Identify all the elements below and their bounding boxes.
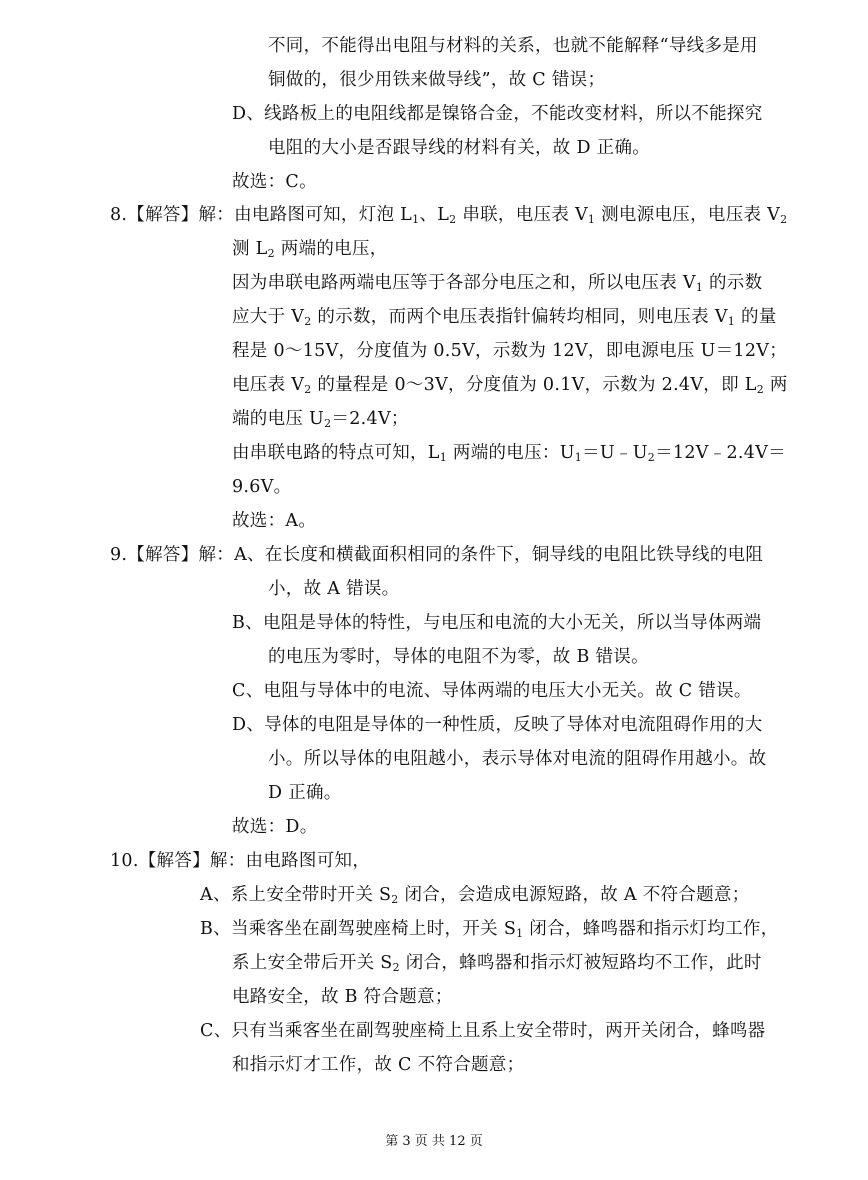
text-line: 故选：A。	[232, 511, 317, 531]
text-line: D、导体的电阻是导体的一种性质，反映了导体对电流阻碍作用的大	[232, 715, 763, 735]
text-line: D 正确。	[268, 783, 342, 803]
text-line: 端的电压 $U_2=2.4V$；	[232, 409, 409, 430]
text-line: 9.6V。	[232, 477, 292, 497]
text-line: 小，故 A 错误。	[268, 579, 400, 599]
text-line: 不同，不能得出电阻与材料的关系，也就不能解释“导线多是用	[268, 36, 758, 56]
text-line: D、线路板上的电阻线都是镍铬合金，不能改变材料，所以不能探究	[232, 104, 763, 124]
question-8-heading: 8.【解答】解：由电路图可知，灯泡 $L_1$、$L_2$ 串联，电压表 $V_1$ 测电源电压，电压表 $V_2$	[110, 205, 788, 226]
text-line: A、系上安全带时开关 $S_2$ 闭合，会造成电源短路，故 A 不符合题意；	[200, 885, 750, 906]
text-line: 系上安全带后开关 $S_2$ 闭合，蜂鸣器和指示灯被短路均不工作，此时	[232, 953, 762, 974]
text-line: 电路安全，故 B 符合题意；	[232, 987, 453, 1007]
text-line: 测 $L_2$ 两端的电压，	[232, 239, 388, 260]
question-9-heading: 9.【解答】解：A、在长度和横截面积相同的条件下，铜导线的电阻比铁导线的电阻	[110, 545, 764, 565]
text-line: 电阻的大小是否跟导线的材料有关，故 D 正确。	[268, 138, 651, 158]
text-line: 和指示灯才工作，故 C 不符合题意；	[232, 1055, 525, 1075]
text-line: 小。所以导体的电阻越小，表示导体对电流的阻碍作用越小。故	[268, 749, 767, 769]
text-line: 由串联电路的特点可知，$L_1$ 两端的电压：$U_1=U﹣U_2=12V﹣2.4V=$	[232, 443, 786, 464]
question-10-heading: 10.【解答】解：由电路图可知，	[110, 851, 371, 871]
text-line: C、只有当乘客坐在副驾驶座椅上且系上安全带时，两开关闭合，蜂鸣器	[200, 1021, 766, 1041]
text-line: 铜做的，很少用铁来做导线”，故 C 错误；	[268, 70, 606, 90]
text-line: B、当乘客坐在副驾驶座椅上时，开关 $S_1$ 闭合，蜂鸣器和指示灯均工作，	[200, 919, 779, 940]
text-line: 故选：C。	[232, 172, 317, 192]
text-line: C、电阻与导体中的电流、导体两端的电压大小无关。故 C 错误。	[232, 681, 752, 701]
text-line: B、电阻是导体的特性，与电压和电流的大小无关，所以当导体两端	[232, 613, 762, 633]
page-footer: 第 3 页 共 12 页	[385, 1134, 483, 1149]
text-line: 程是 0～15V，分度值为 0.5V，示数为 12V，即电源电压 U＝12V；	[232, 341, 788, 361]
text-line: 应大于 $V_2$ 的示数，而两个电压表指针偏转均相同，则电压表 $V_1$ 的量	[232, 307, 777, 328]
text-line: 故选：D。	[232, 817, 318, 837]
text-line: 因为串联电路两端电压等于各部分电压之和，所以电压表 $V_1$ 的示数	[232, 273, 763, 294]
text-line: 电压表 $V_2$ 的量程是 0～3V，分度值为 0.1V，示数为 2.4V，即 $L_2$ 两	[232, 375, 788, 396]
text-line: 的电压为零时，导体的电阻不为零，故 B 错误。	[268, 647, 649, 667]
